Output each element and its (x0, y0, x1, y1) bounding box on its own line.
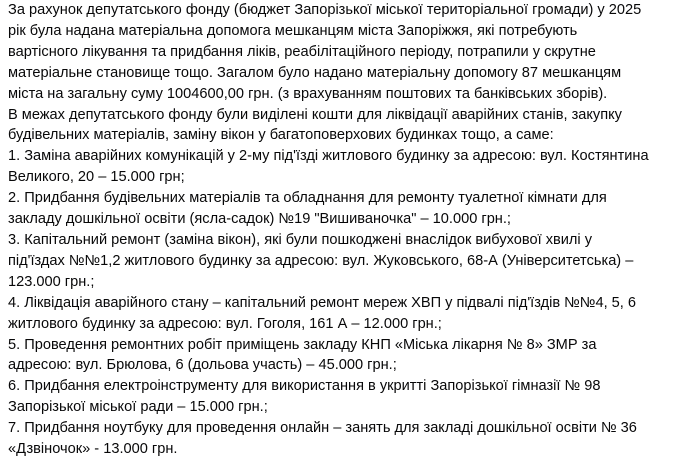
post-body (8, 0, 668, 460)
list-item: 1. Заміна аварійних комунікацій у 2-му під'їзді житлового будинку за адресою: вул. Костянтина Великого, 20 – 15.000 грн; (8, 148, 649, 186)
list-item: 2. Придбання будівельних матеріалів та обладнання для ремонту туалетної кімнати для закладу дошкільної освіти (ясла-садок) №19 "Вишиваночка" – 10.000 грн.; (8, 190, 607, 228)
list-item: 6. Придбання електроінструменту для використання в укритті Запорізької гімназії № 98 Запорізької міської ради – 15.000 грн.; (8, 378, 601, 416)
intro-paragraph: За рахунок депутатського фонду (бюджет Запорізької міської територіальної громади) у 2025 рік була надана матеріальна допомога мешканцям міста Запоріжжя, які потребують вартісного лікування та придбання ліків, реабілітаційного періоду, потрапили у скрутне матеріальне становище тощо. Загалом було надано матеріальну допомогу 87 мешканцям міста на загальну суму 1004600,00 грн. (з врахуванням поштових та банківських зборів). (8, 2, 642, 102)
fund-paragraph: В межах депутатського фонду були виділені кошти для ліквідації аварійних станів, закупку будівельних матеріалів, заміну вікон у багатоповерхових будинках тощо, а саме: (8, 106, 622, 144)
list-item: 3. Капітальний ремонт (заміна вікон), які були пошкоджені внаслідок вибухової хвилі у під'їздах №№1,2 житлового будинку за адресою: вул. Жуковського, 68-А (Університетська) – 123.000 грн.; (8, 231, 634, 290)
list-item: 7. Придбання ноутбуку для проведення онлайн – занять для закладі дошкільної освіти № 36 «Дзвіночок» - 13.000 грн. (8, 420, 637, 458)
list-item: 4. Ліквідація аварійного стану – капітальний ремонт мереж ХВП у підвалі під'їздів №№4, 5, 6 житлового будинку за адресою: вул. Гоголя, 161 А – 12.000 грн.; (8, 294, 637, 332)
list-item: 5. Проведення ремонтних робіт приміщень закладу КНП «Міська лікарня № 8» ЗМР за адресою: вул. Брюлова, 6 (дольова участь) – 45.000 грн.; (8, 336, 597, 374)
